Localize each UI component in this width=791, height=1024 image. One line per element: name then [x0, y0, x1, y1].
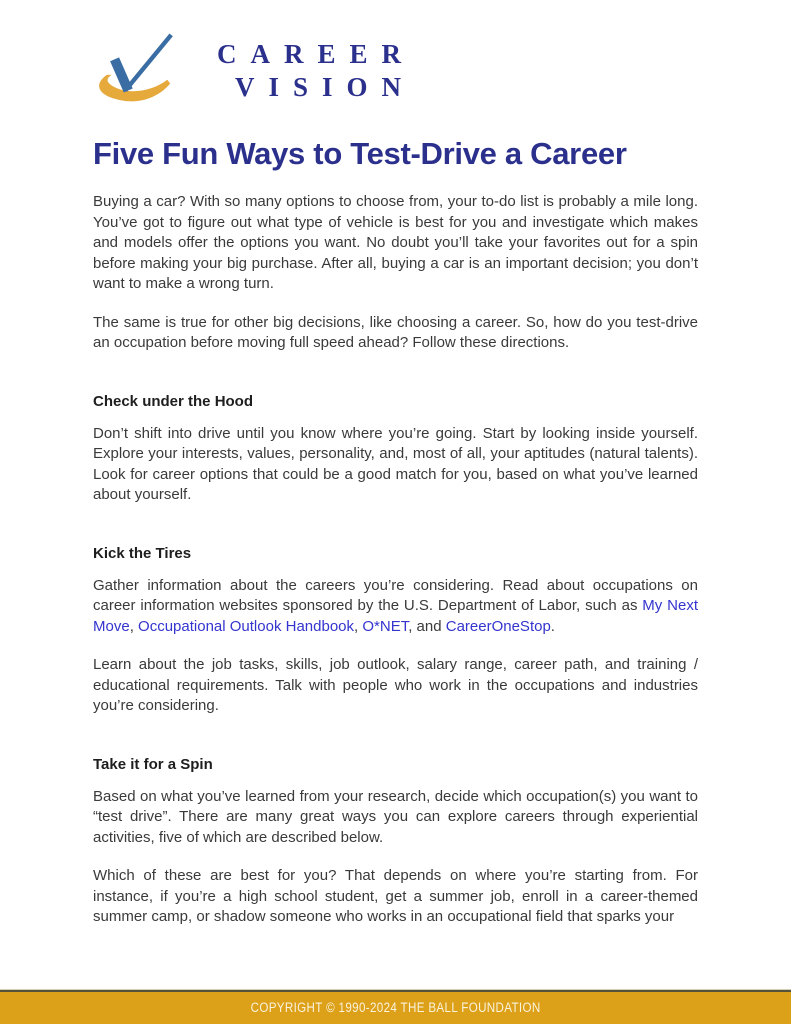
check-thick-stroke	[115, 59, 129, 90]
section-heading-kick-the-tires: Kick the Tires	[93, 544, 192, 562]
link-my-next-move[interactable]: My Next Move	[93, 597, 698, 635]
intro-paragraph-2: The same is true for other big decisions, like choosing a career. So, how do you test-drive an occupation before moving full speed ahead? Follow these directions.	[93, 313, 698, 351]
intro-paragraph-1: Buying a car? With so many options to choose from, your to-do list is probably a mile long. You’ve got to figure out what type of vehicle is best for you and investigate which makes and models offer the options you want. No doubt you’ll take your favorites out for a spin before making your big purchase. After all, buying a car is an important decision; you don’t want to make a wrong turn.	[93, 193, 698, 292]
logo-wordmark	[189, 30, 415, 104]
checkmark-swoosh-icon	[93, 30, 183, 110]
section-spin-paragraph-2: Which of these are best for you? That depends on where you’re starting from. For instance, if you’re a high school student, get a summer job, enroll in a career-themed summer camp, or shadow someone who works in an occupational field that sparks your	[93, 867, 698, 925]
text-segment: , and	[408, 617, 446, 635]
section-spin-paragraph-1: Based on what you’ve learned from your research, decide which occupation(s) you want to “test drive”. There are many great ways you can explore careers through experiential activities, five of which are described below.	[93, 787, 698, 846]
section-kick-paragraph-links	[93, 576, 698, 638]
link-careeronestop[interactable]: CareerOneStop	[445, 617, 551, 635]
text-segment: ,	[354, 617, 363, 635]
section-heading-take-it-for-a-spin: Take it for a Spin	[93, 755, 213, 773]
text-segment: ,	[129, 617, 139, 635]
link-occupational-outlook-handbook[interactable]: Occupational Outlook Handbook	[138, 617, 355, 635]
page-title: Five Fun Ways to Test-Drive a Career	[93, 136, 627, 171]
text-segment: Gather information about the careers you’re considering. Read about occupations on career information websites sponsored by the U.S. Department of Labor, such as	[93, 576, 698, 614]
copyright-text: COPYRIGHT © 1990-2024 THE BALL FOUNDATION	[250, 1000, 541, 1015]
footer-bar	[0, 990, 791, 1024]
text-segment: .	[550, 617, 555, 635]
logo-wordmark-vision: VISION	[234, 72, 415, 102]
logo-wordmark-career: CAREER	[216, 39, 415, 69]
section-kick-paragraph-2: Learn about the job tasks, skills, job outlook, salary range, career path, and training / educational requirements. Talk with people who work in the occupations and industries you’re considering.	[93, 656, 698, 714]
link-onet[interactable]: O*NET	[362, 617, 409, 635]
career-vision-logo	[93, 30, 698, 112]
section-check-paragraph: Don’t shift into drive until you know where you’re going. Start by looking inside yourself. Explore your interests, values, personality, and, most of all, your aptitudes (natural talents). Look for career options that could be a good match for you, based on what you’ve learned about yourself.	[93, 424, 698, 503]
section-heading-check-under-the-hood: Check under the Hood	[93, 392, 254, 410]
